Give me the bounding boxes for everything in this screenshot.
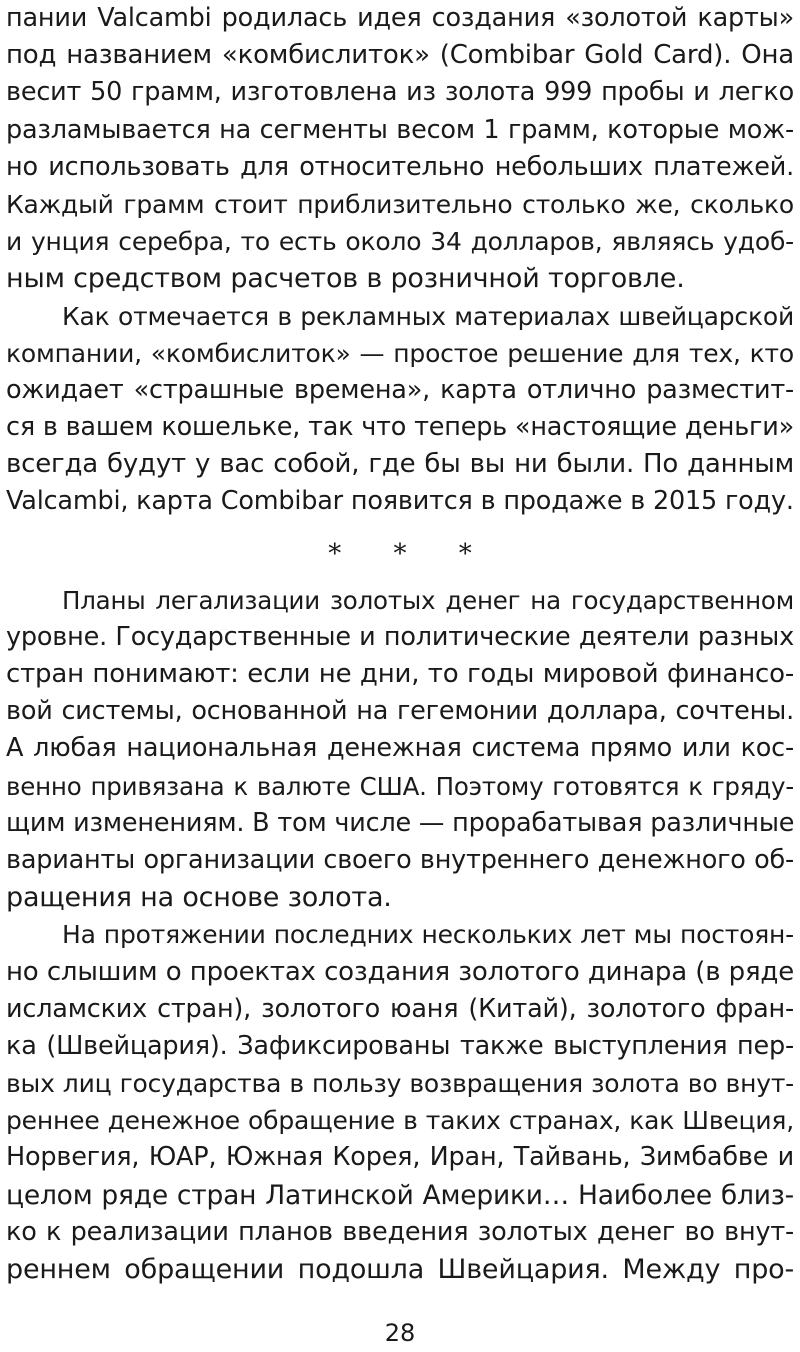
paragraph-1 (6, 0, 794, 298)
text-line: ка (Швейцария). Зафиксированы также выступления пер- (6, 1030, 794, 1061)
text-line: весит 50 грамм, изготовлена из золота 999 пробы и легко (6, 77, 794, 108)
text-line: ко к реализации планов введения золотых денег во внут- (6, 1216, 794, 1247)
text-line: и унция серебра, то есть около 34 долларов, являясь удоб- (6, 227, 794, 257)
section-separator: * * * (328, 538, 494, 569)
text-line: ожидает «страшные времена», карта отлично разместит- (6, 374, 794, 405)
text-line: вой системы, основанной на гегемонии доллара, сочтены. (6, 696, 794, 727)
text-line: стран понимают: если не дни, то годы мировой финансо- (6, 659, 794, 689)
text-line: варианты организации своего внутреннего денежного об- (6, 844, 794, 875)
text-line: под названием «комбислиток» (Combibar Gold Card). Она (6, 40, 794, 71)
text-line: пании Valcambi родилась идея создания «золотой карты» (6, 3, 794, 33)
text-line: Норвегия, ЮАР, Южная Корея, Иран, Тайвань, Зимбабве и (6, 1142, 794, 1173)
text-line: венно привязана к валюте США. Поэтому готовятся к гряду- (6, 771, 794, 801)
text-line: На протяжении последних нескольких лет мы постоян- (62, 920, 794, 950)
paragraph-3 (6, 582, 794, 917)
text-line: Планы легализации золотых денег на государственном (62, 585, 794, 615)
paragraph-4 (6, 916, 794, 1288)
text-line: щим изменениям. В том числе — прорабатывая различные (6, 807, 795, 838)
text-line: реннее денежное обращение в таких странах, как Швеция, (6, 1106, 794, 1136)
page-number: 28 (384, 1319, 416, 1347)
text-line: уровне. Государственные и политические деятели разных (6, 621, 794, 652)
text-line: А любая национальная денежная система прямо или кос- (6, 733, 794, 764)
text-line: Valcambi, карта Combibar появится в продаже в 2015 году. (6, 486, 794, 517)
text-line: целом ряде стран Латинской Америки… Наиболее близ- (6, 1179, 794, 1211)
document-page (6, 0, 794, 1288)
text-line: разламывается на сегменты весом 1 грамм, которые мож- (6, 114, 794, 145)
text-line: но использовать для относительно небольших платежей. (6, 151, 794, 182)
text-line: Каждый грамм стоит приблизительно столько же, сколько (6, 189, 794, 219)
text-line: ным средством расчетов в розничной торговле. (6, 263, 685, 295)
text-line: исламских стран), золотого юаня (Китай), золотого фран- (6, 993, 794, 1024)
paragraph-2 (6, 298, 794, 521)
text-line: ращения на основе золота. (6, 882, 392, 914)
text-line: но слышим о проектах создания золотого динара (в ряде (6, 956, 794, 987)
text-line: компании, «комбислиток» — простое решение для тех, кто (6, 338, 794, 368)
text-line: реннем обращении подошла Швейцария. Между про- (6, 1254, 794, 1285)
text-line: Как отмечается в рекламных материалах швейцарской (62, 301, 794, 331)
text-line: ся в вашем кошельке, так что теперь «настоящие деньги» (6, 412, 795, 443)
text-line: всегда будут у вас собой, где бы вы ни были. По данным (6, 449, 794, 480)
text-line: вых лиц государства в пользу возвращения золота во внут- (6, 1069, 794, 1099)
